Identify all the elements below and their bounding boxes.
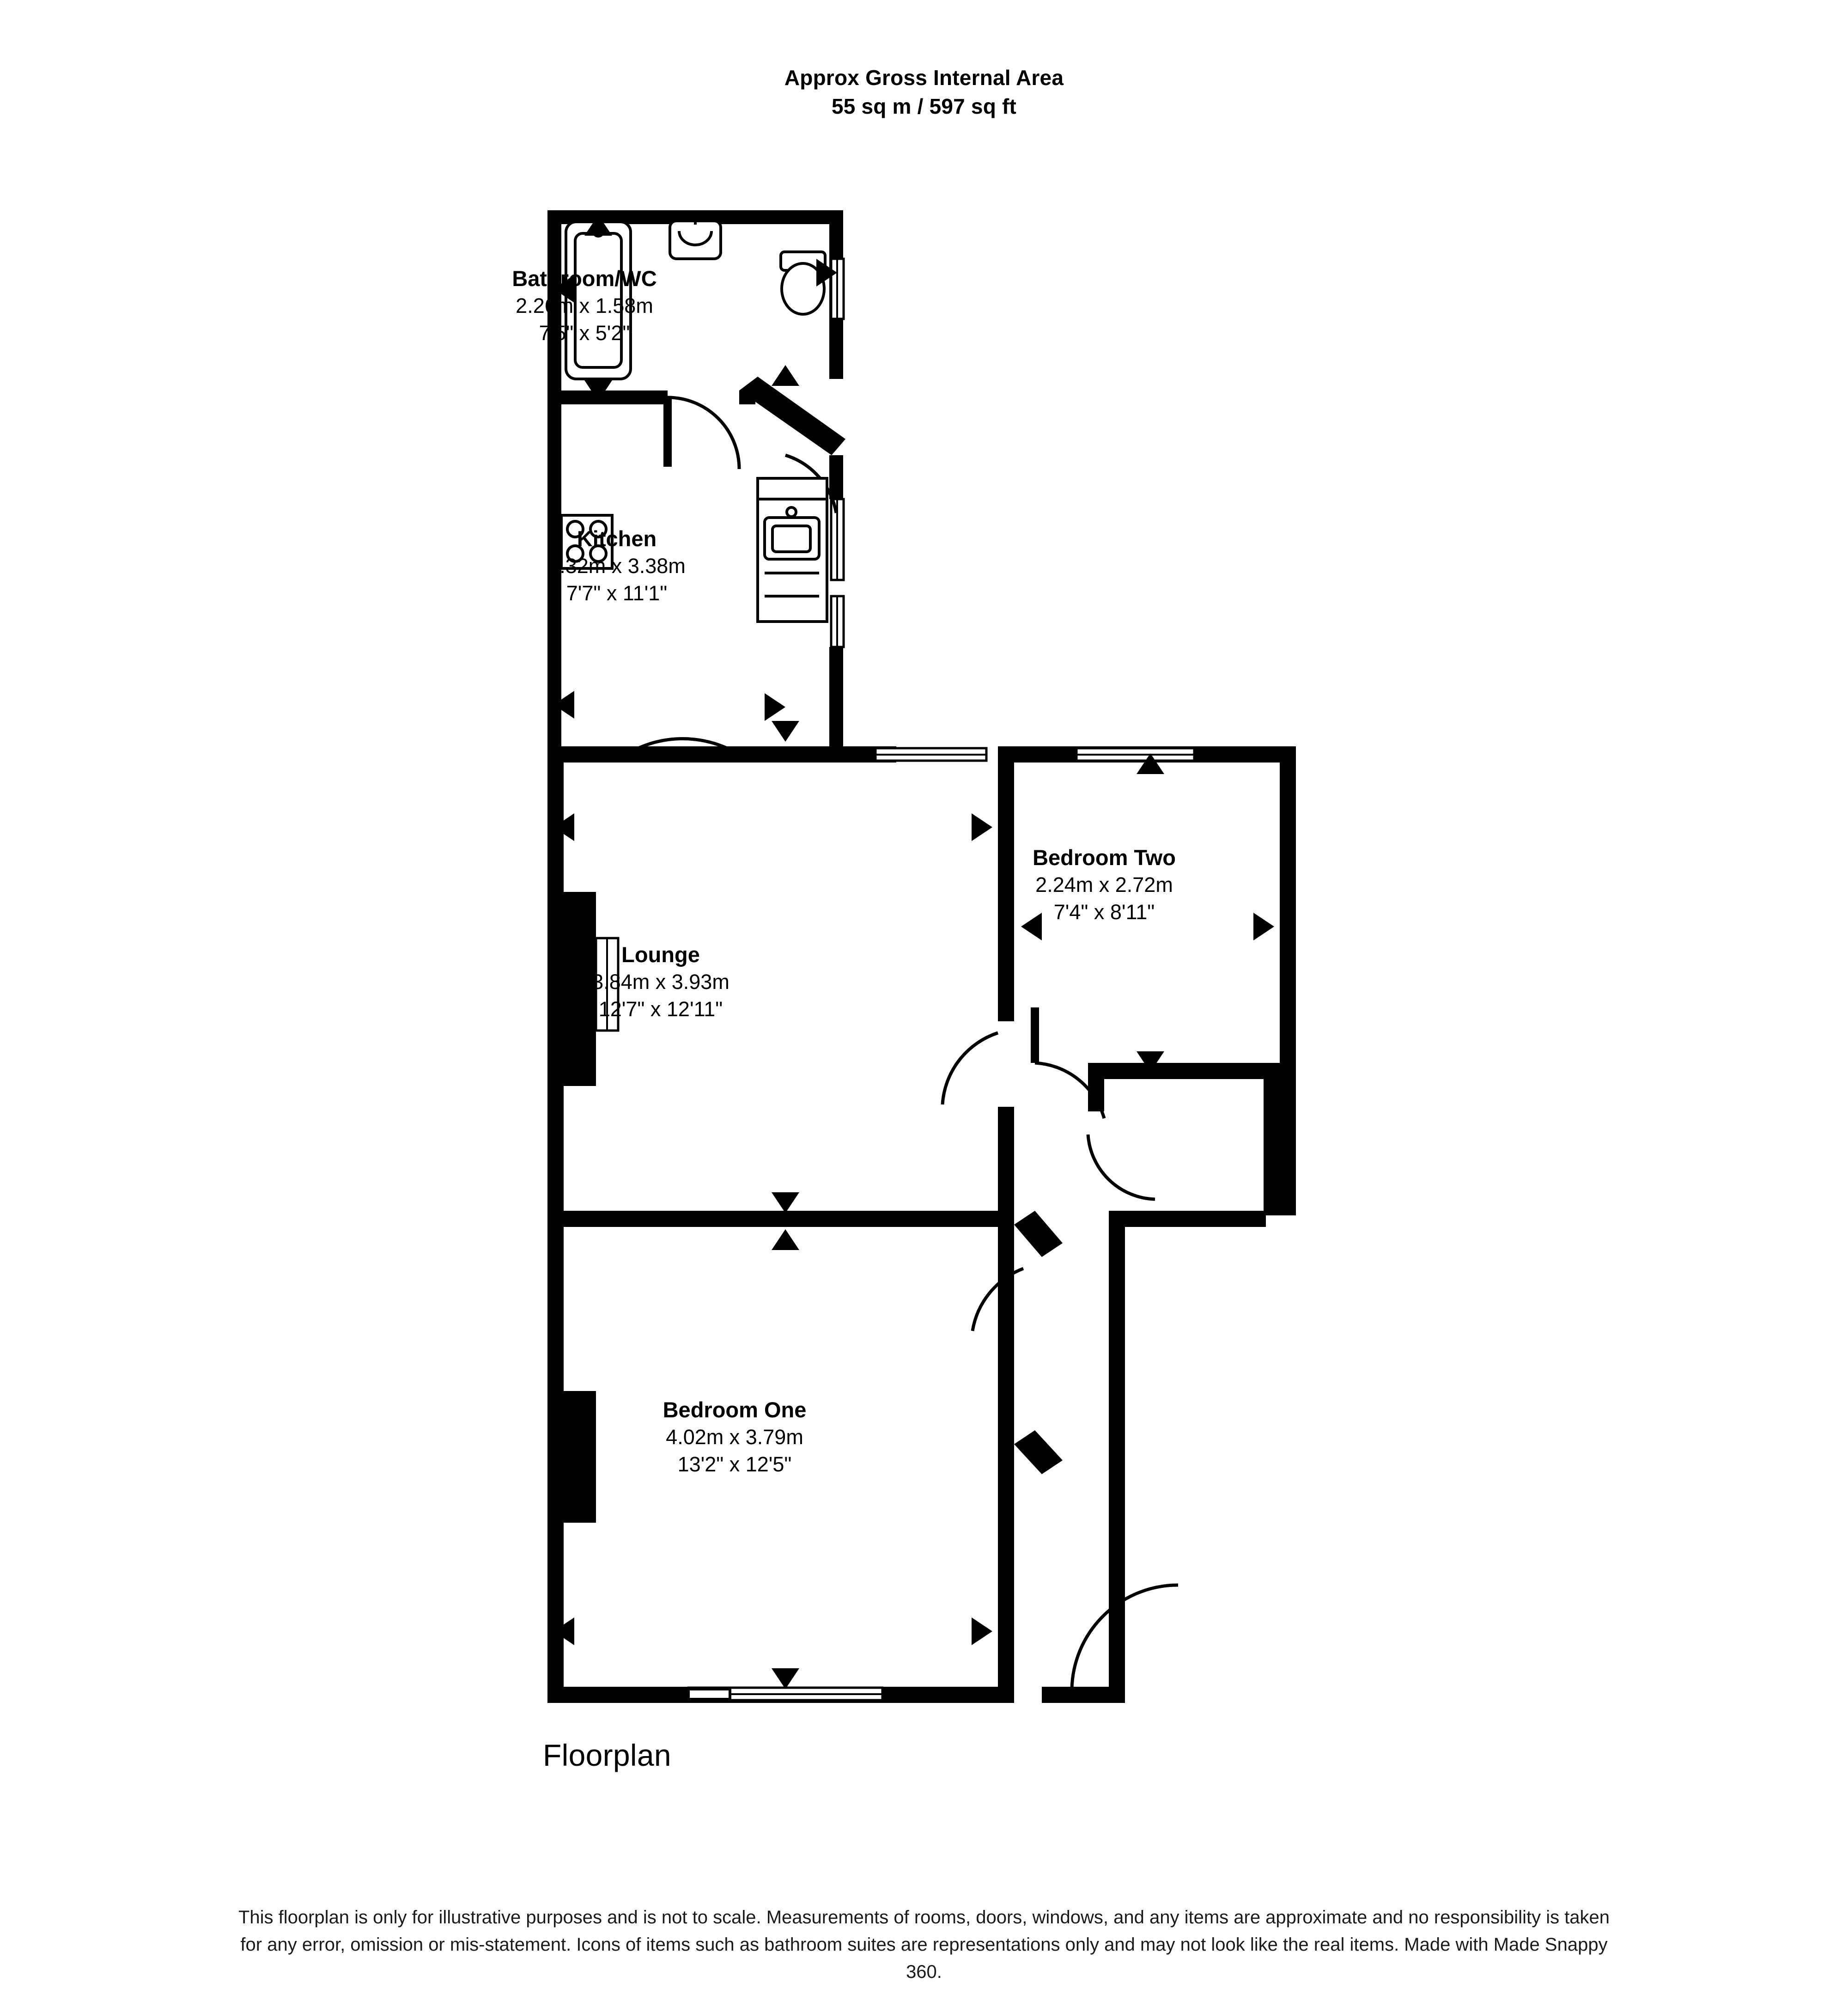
room-dimensions-metric: 2.24m x 2.72m	[1035, 873, 1173, 897]
room-label-kitchen	[464, 525, 769, 607]
room-label-bathroom-wc	[432, 264, 737, 347]
room-dimensions-metric: 4.02m x 3.79m	[666, 1425, 803, 1449]
room-dimensions-metric: 3.84m x 3.93m	[592, 970, 729, 994]
room-dimensions-imperial: 12'7" x 12'11"	[598, 997, 723, 1021]
room-dimensions-imperial: 13'2" x 12'5"	[677, 1452, 792, 1476]
room-name: Bedroom Two	[1033, 845, 1176, 870]
window-icon	[875, 748, 986, 761]
room-label-lounge	[508, 940, 813, 1023]
dimension-arrow-icon	[772, 1229, 799, 1250]
room-dimensions-metric: 2.32m x 3.38m	[548, 554, 686, 578]
room-dimensions-metric: 2.26m x 1.58m	[516, 294, 653, 318]
dimension-arrow-icon	[972, 813, 992, 841]
room-dimensions-imperial: 7'7" x 11'1"	[566, 581, 668, 605]
door-swing-icon	[668, 397, 739, 469]
dimension-arrow-icon	[772, 1668, 799, 1689]
door-swing-icon	[1088, 1135, 1155, 1199]
room-name: Lounge	[621, 942, 700, 967]
room-name: Bedroom One	[663, 1397, 807, 1422]
window-icon	[831, 596, 844, 647]
dimension-arrow-icon	[765, 693, 785, 721]
gross-area-title: Approx Gross Internal Area	[784, 66, 1064, 90]
dimension-arrow-icon	[772, 721, 799, 742]
room-label-bedroom-two	[924, 843, 1284, 926]
dimension-arrow-icon	[772, 1192, 799, 1213]
sink-icon	[688, 1689, 730, 1699]
door-swing-icon	[942, 1033, 998, 1104]
gross-area-value: 55 sq m / 597 sq ft	[831, 94, 1017, 119]
room-name: Kitchen	[577, 526, 657, 551]
disclaimer-text: This floorplan is only for illustrative purposes and is not to scale. Measurements of rooms, doors, windows, and any items are approximate and no responsibility is taken for any error, omission or mis-statement. Icons of items such as bathroom suites are representations only and may not look like the real items. Made with Made Snappy 360.	[238, 1907, 1610, 1983]
dimension-arrow-icon	[772, 365, 799, 386]
floorplan-caption: Floorplan	[543, 1738, 671, 1772]
window-icon	[831, 259, 844, 319]
room-name: Bathroom/WC	[512, 266, 657, 291]
room-dimensions-imperial: 7'5" x 5'2"	[539, 321, 630, 345]
dimension-arrow-icon	[972, 1617, 992, 1645]
room-dimensions-imperial: 7'4" x 8'11"	[1053, 900, 1155, 924]
window-icon	[1076, 748, 1194, 761]
sink-icon	[670, 217, 721, 259]
room-label-bedroom-one	[554, 1396, 915, 1478]
